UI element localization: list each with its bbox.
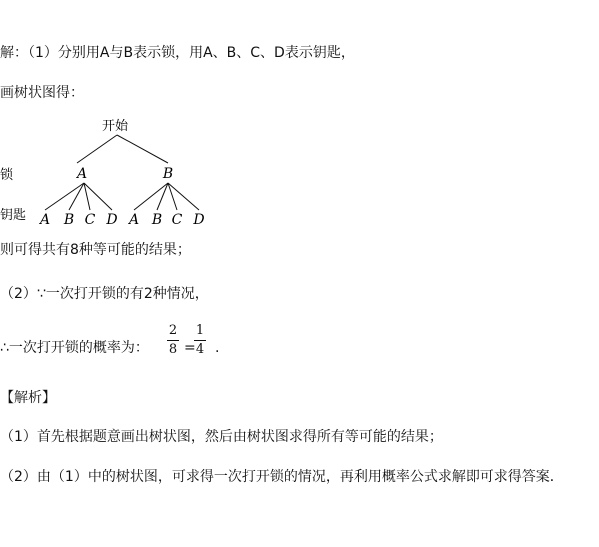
fraction2-numerator: 1: [195, 323, 205, 338]
key-c-under-a: C: [84, 212, 96, 228]
edge-a-d: [84, 183, 112, 210]
key-c-under-b: C: [171, 212, 183, 228]
key-b-under-a: B: [63, 212, 75, 228]
equals-sign: =: [184, 340, 196, 356]
final-period: .: [215, 340, 220, 356]
analysis-point-2: （2）由（1）中的树状图，可求得一次打开锁的情况，再利用概率公式求解即可求得答案．: [0, 469, 564, 485]
tree-root-label: 开始: [101, 119, 129, 134]
edge-a-b: [69, 183, 84, 210]
key-d-under-b: D: [193, 212, 205, 228]
tree-diagram: [0, 115, 230, 230]
lock-b: B: [162, 166, 174, 182]
edge-a-a: [45, 183, 84, 210]
lock-a: A: [76, 166, 88, 182]
key-a-under-a: A: [39, 212, 51, 228]
fraction-two-eighths: [166, 322, 180, 359]
result-text: 则可得共有8种等可能的结果；: [0, 242, 191, 258]
edge-root-b: [117, 135, 168, 163]
tree-row-key-label: 钥匙: [0, 208, 27, 223]
part1-intro: 解：（1）分别用A与B表示锁，用A、B、C、D表示钥匙，: [0, 45, 355, 61]
edge-root-a: [77, 135, 117, 163]
tree-intro: 画树状图得：: [0, 85, 84, 101]
key-b-under-b: B: [151, 212, 163, 228]
fraction1-numerator: 2: [168, 323, 178, 338]
probability-prefix: ∴一次打开锁的概率为：: [0, 340, 149, 356]
fraction1-denominator: 8: [168, 342, 178, 357]
fraction-one-quarter: [193, 322, 207, 359]
key-d-under-a: D: [106, 212, 118, 228]
fraction2-denominator: 4: [195, 342, 205, 357]
tree-row-lock-label: 锁: [0, 168, 14, 183]
analysis-point-1: （1）首先根据题意画出树状图，然后由树状图求得所有等可能的结果；: [0, 429, 443, 445]
key-a-under-b: A: [128, 212, 140, 228]
analysis-heading: 【解析】: [0, 390, 56, 406]
part2-text: （2）∵一次打开锁的有2种情况，: [0, 286, 209, 302]
edge-a-c: [84, 183, 90, 210]
